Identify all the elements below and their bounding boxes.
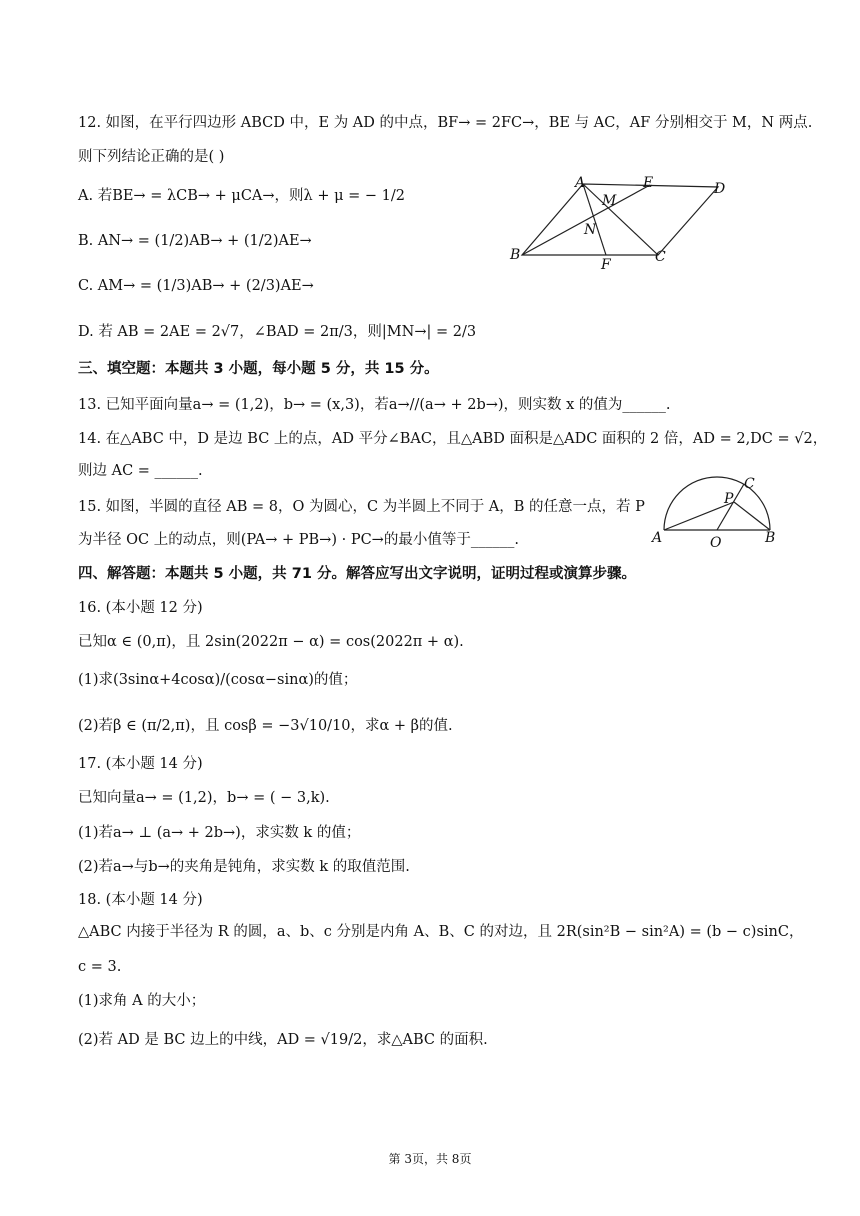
fig12-label-e: E [643,175,654,191]
fig12-label-n: N [584,222,597,238]
q17-part2: (2)若a→与b→的夹角是钝角，求实数 k 的取值范围. [78,859,410,875]
q12-line2: 则下列结论正确的是( ) [78,149,225,165]
fig15-label-o: O [710,535,722,551]
fig12-label-f: F [601,257,611,270]
q18-stem-line2: c = 3. [78,959,122,975]
fig12-label-c: C [655,249,666,265]
fig15-label-p: P [724,491,734,507]
q12-option-d: D. 若 AB = 2AE = 2√7，∠BAD = 2π/3，则|MN→| = 2/3 [78,324,477,340]
q14-line1: 14. 在△ABC 中，D 是边 BC 上的点，AD 平分∠BAC，且△ABD 面积是△ADC 面积的 2 倍，AD = 2,DC = √2， [78,431,828,447]
q18-part1: (1)求角 A 的大小； [78,993,206,1009]
q12-line1: 12. 如图，在平行四边形 ABCD 中，E 为 AD 的中点，BF→ = 2FC→，BE 与 AC，AF 分别相交于 M，N 两点. [78,115,813,131]
fig12-label-b: B [510,247,521,263]
q16-part1: (1)求(3sinα+4cosα)/(cosα−sinα)的值； [78,672,358,688]
q16-stem: 已知α ∈ (0,π)，且 2sin(2022π − α) = cos(2022π + α). [78,634,464,650]
q18-stem-line1: △ABC 内接于半径为 R 的圆，a、b、c 分别是内角 A、B、C 的对边，且 2R(sin²B − sin²A) = (b − c)sinC， [78,924,804,940]
q12-option-c: C. AM→ = (1/3)AB→ + (2/3)AE→ [78,278,314,294]
q12-option-b: B. AN→ = (1/2)AB→ + (1/2)AE→ [78,233,312,249]
q15-line1: 15. 如图，半圆的直径 AB = 8，O 为圆心，C 为半圆上不同于 A，B 的任意一点，若 P [78,499,645,515]
semicircle-figure [650,472,790,552]
q18-part2: (2)若 AD 是 BC 边上的中线，AD = √19/2，求△ABC 的面积. [78,1032,488,1048]
parallelogram-figure [500,170,740,270]
q16-part2: (2)若β ∈ (π/2,π)，且 cosβ = −3√10/10，求α + β的值. [78,718,453,734]
q14-line2: 则边 AC = ______. [78,463,203,479]
section-4-heading: 四、解答题：本题共 5 小题，共 71 分。解答应写出文字说明，证明过程或演算步骤。 [78,566,636,582]
q18-heading: 18. (本小题 14 分) [78,892,203,908]
fig15-label-c: C [744,476,755,492]
fig15-label-b: B [765,530,776,546]
page-footer: 第 3页，共 8页 [388,1152,472,1166]
fig12-label-d: D [714,181,726,197]
fig15-label-a: A [652,530,663,546]
fig12-label-a: A [575,175,586,191]
q12-option-a: A. 若BE→ = λCB→ + μCA→，则λ + μ = − 1/2 [78,188,405,204]
q17-part1: (1)若a→ ⊥ (a→ + 2b→)，求实数 k 的值； [78,825,361,841]
q13-text: 13. 已知平面向量a→ = (1,2)，b→ = (x,3)，若a→//(a→ + 2b→)，则实数 x 的值为______. [78,397,671,413]
q16-heading: 16. (本小题 12 分) [78,600,203,616]
q17-stem: 已知向量a→ = (1,2)，b→ = ( − 3,k). [78,790,330,806]
q17-heading: 17. (本小题 14 分) [78,756,203,772]
fig12-label-m: M [602,193,617,209]
q15-line2: 为半径 OC 上的动点，则(PA→ + PB→) · PC→的最小值等于______. [78,532,519,548]
section-3-heading: 三、填空题：本题共 3 小题，每小题 5 分，共 15 分。 [78,361,439,377]
